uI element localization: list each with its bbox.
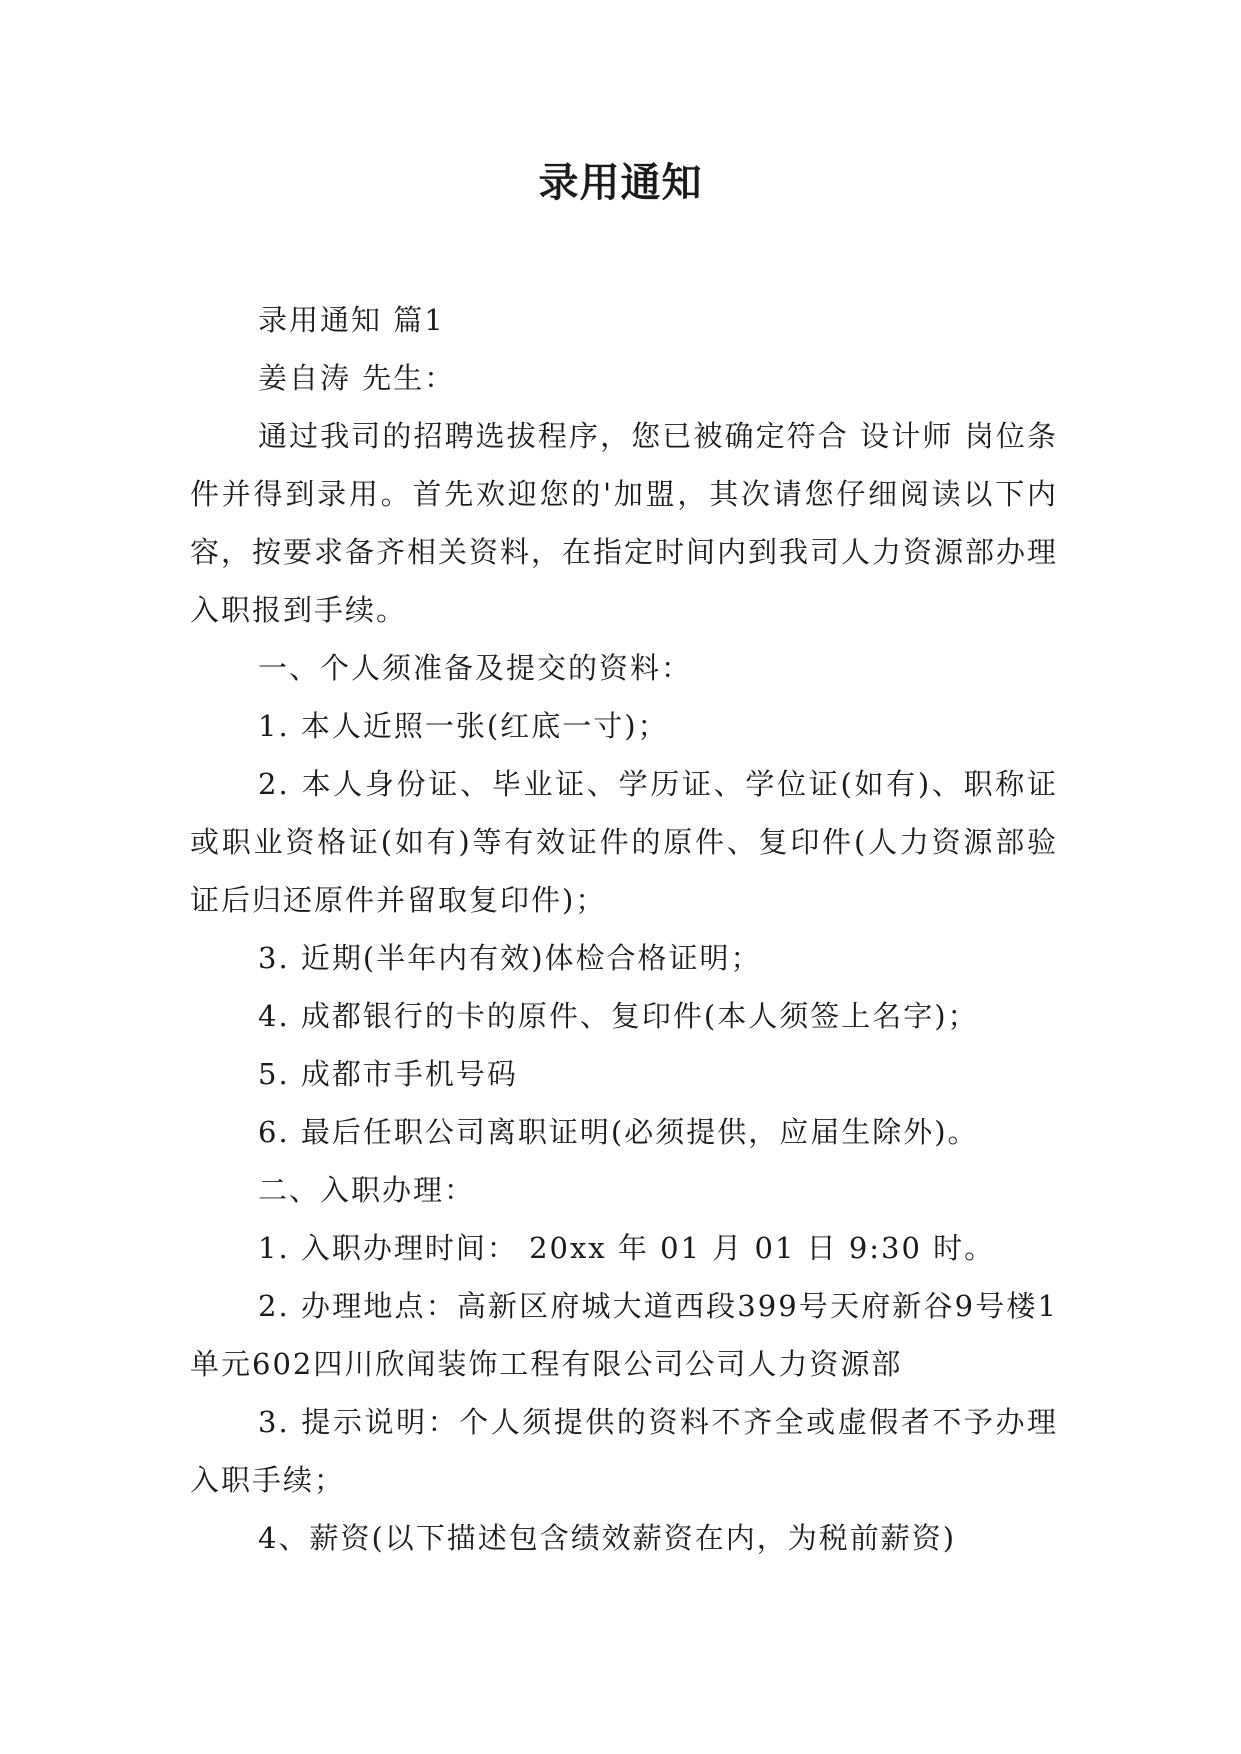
paragraph-heading: 录用通知 篇1 bbox=[258, 303, 445, 337]
list-item: 1. 入职办理时间： 20xx 年 01 月 01 日 9:30 时。 bbox=[258, 1231, 996, 1265]
document-title: 录用通知 bbox=[538, 160, 703, 206]
list-item: 1. 本人近照一张(红底一寸)； bbox=[258, 709, 669, 743]
section-heading-materials: 一、个人须准备及提交的资料： bbox=[258, 651, 693, 685]
section-heading-onboarding: 二、入职办理： bbox=[258, 1173, 476, 1207]
paragraph-intro: 通过我司的招聘选拔程序，您已被确定符合 设计师 岗位条件并得到录用。首先欢迎您的'加盟，其次请您仔细阅读以下内容，按要求备齐相关资料，在指定时间内到我司人力资源部办理入职报到手续。 bbox=[190, 419, 1059, 627]
list-item: 3. 提示说明：个人须提供的资料不齐全或虚假者不予办理入职手续； bbox=[190, 1405, 1058, 1497]
list-item: 3. 近期(半年内有效)体检合格证明； bbox=[258, 941, 762, 975]
list-item: 2. 办理地点：高新区府城大道西段399号天府新谷9号楼1单元602四川欣闻装饰工程有限公司公司人力资源部 bbox=[190, 1289, 1058, 1381]
paragraph-salutation: 姜自涛 先生： bbox=[258, 361, 456, 395]
list-item: 5. 成都市手机号码 bbox=[258, 1057, 518, 1091]
list-item: 4、薪资(以下描述包含绩效薪资在内，为税前薪资) bbox=[258, 1521, 957, 1555]
document-body bbox=[190, 291, 1058, 1567]
list-item: 4. 成都银行的卡的原件、复印件(本人须签上名字)； bbox=[258, 999, 979, 1033]
list-item: 2. 本人身份证、毕业证、学历证、学位证(如有)、职称证或职业资格证(如有)等有效证件的原件、复印件(人力资源部验证后归还原件并留取复印件)； bbox=[190, 767, 1058, 917]
list-item: 6. 最后任职公司离职证明(必须提供，应届生除外)。 bbox=[258, 1115, 979, 1149]
